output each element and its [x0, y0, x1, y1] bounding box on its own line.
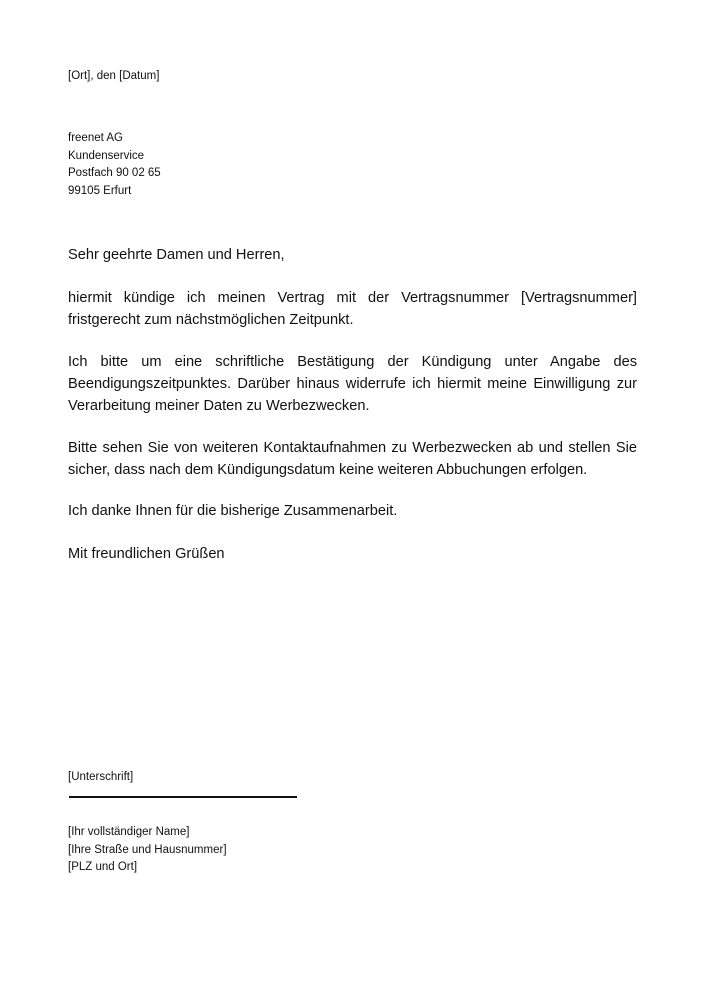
paragraph-2 [68, 351, 637, 417]
paragraph-text: hiermit kündige ich meinen Vertrag mit der Vertragsnummer [Vertragsnummer] fristgerecht zum nächstmöglichen Zeitpunkt. [68, 290, 637, 328]
recipient-address [68, 130, 161, 200]
paragraph-4 [68, 500, 637, 522]
sender-name: [Ihr vollständiger Name] [68, 826, 190, 838]
recipient-city: 99105 Erfurt [68, 184, 132, 197]
paragraph-3 [68, 437, 637, 481]
signature-line [69, 796, 297, 798]
recipient-department: Kundenservice [68, 149, 145, 162]
sender-city: [PLZ und Ort] [68, 861, 138, 873]
sender-street: [Ihre Straße und Hausnummer] [68, 843, 227, 856]
signature-label: [Unterschrift] [68, 771, 134, 783]
salutation: Sehr geehrte Damen und Herren, [68, 247, 285, 263]
place-date: [Ort], den [Datum] [68, 70, 160, 82]
closing: Mit freundlichen Grüßen [68, 546, 225, 562]
paragraph-text: Ich danke Ihnen für die bisherige Zusammenarbeit. [68, 503, 398, 519]
paragraph-text: Bitte sehen Sie von weiteren Kontaktaufnahmen zu Werbezwecken ab und stellen Sie sicher, dass nach dem Kündigungsdatum keine weiteren Abbuchungen erfolgen. [68, 440, 637, 478]
recipient-company: freenet AG [68, 132, 123, 144]
sender-address [68, 824, 227, 877]
paragraph-1 [68, 287, 637, 331]
paragraph-text: Ich bitte um eine schriftliche Bestätigung der Kündigung unter Angabe des Beendigungszeitpunktes. Darüber hinaus widerrufe ich hiermit meine Einwilligung zur Verarbeitung meiner Daten zu Werbezwecken. [68, 354, 637, 414]
recipient-po-box: Postfach 90 02 65 [68, 167, 161, 179]
